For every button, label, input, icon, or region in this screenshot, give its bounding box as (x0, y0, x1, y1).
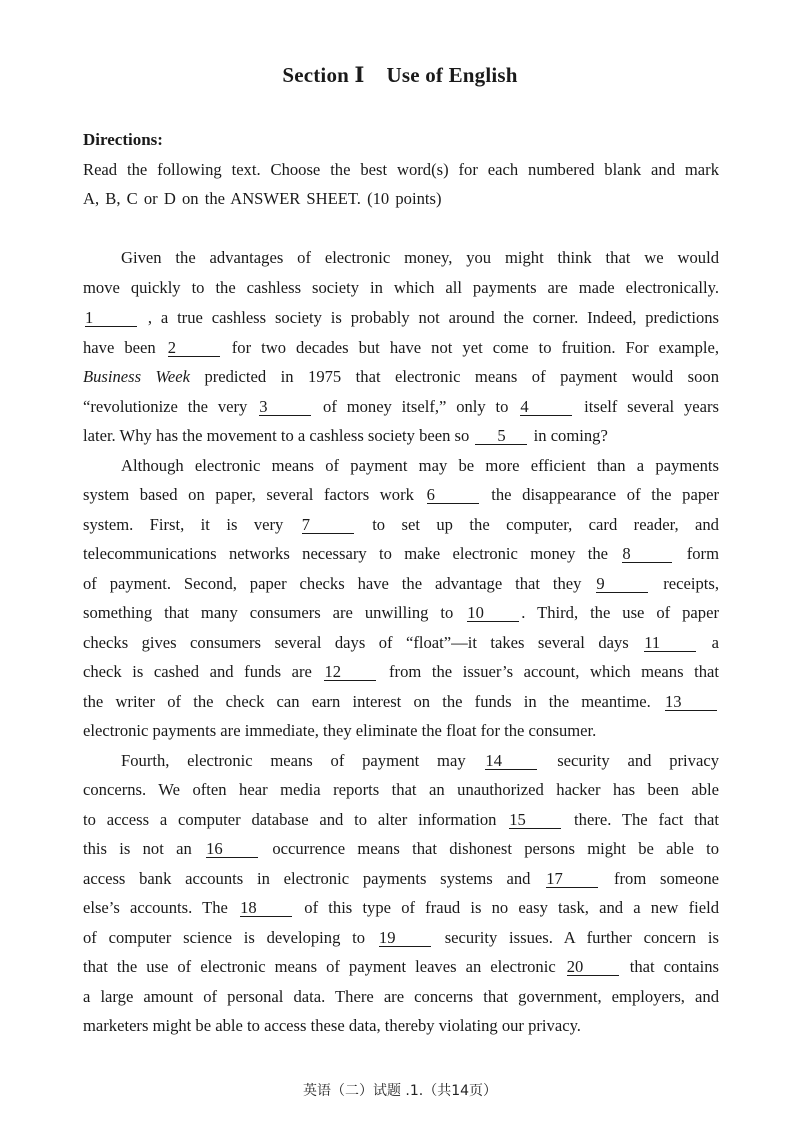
blank-11: 11 (644, 635, 696, 652)
passage-line: system based on paper, several factors work 6 the disappearance of the paper (83, 485, 720, 504)
blank-1: 1 (85, 310, 137, 327)
passage-line: “revolutionize the very 3 of money itself,” only to 4 itself several years (83, 397, 720, 416)
blank-17: 17 (546, 871, 598, 888)
passage-line: concerns. We often hear media reports that an unauthorized hacker has been able (83, 780, 719, 799)
passage-line: Fourth, electronic means of payment may 14 security and privacy (121, 751, 719, 770)
passage-line: check is cashed and funds are 12 from the issuer’s account, which means that (83, 662, 719, 681)
passage-line: move quickly to the cashless society in which all payments are made electronically. (83, 278, 719, 297)
passage-line: the writer of the check can earn interest on the funds in the meantime. 13 (83, 692, 719, 712)
blank-6: 6 (427, 487, 479, 504)
passage-line: to access a computer database and to alter information 15 there. The fact that (83, 810, 719, 829)
blank-20: 20 (567, 959, 619, 976)
directions-heading: Directions: (83, 130, 163, 149)
blank-18: 18 (240, 900, 292, 917)
passage-line: later. Why has the movement to a cashless society been so 5 in coming? (83, 426, 608, 445)
passage-line: that the use of electronic means of payment leaves an electronic 20 that contains (83, 957, 719, 976)
blank-15: 15 (509, 812, 561, 829)
blank-9: 9 (596, 576, 648, 593)
passage-line: electronic payments are immediate, they eliminate the float for the consumer. (83, 721, 597, 740)
directions-line: A, B, C or D on the ANSWER SHEET. (10 points) (83, 189, 442, 208)
passage-line: marketers might be able to access these data, thereby violating our privacy. (83, 1016, 581, 1035)
blank-19: 19 (379, 930, 431, 947)
passage-line: have been 2 for two decades but have not yet come to fruition. For example, (83, 338, 719, 357)
passage-line: 1 , a true cashless society is probably not around the corner. Indeed, predictions (85, 308, 719, 327)
passage-line: of computer science is developing to 19 security issues. A further concern is (83, 928, 719, 947)
blank-13: 13 (665, 694, 717, 711)
blank-8: 8 (622, 546, 672, 563)
passage-line: Business Week predicted in 1975 that electronic means of payment would soon (83, 367, 719, 386)
passage-line: Although electronic means of payment may be more efficient than a payments (121, 456, 719, 475)
blank-10: 10 (467, 605, 519, 622)
directions-line: Read the following text. Choose the best word(s) for each numbered blank and mark (83, 160, 719, 179)
passage-line: something that many consumers are unwilling to 10 . Third, the use of paper (83, 603, 719, 622)
passage-line: of payment. Second, paper checks have the advantage that they 9 receipts, (83, 574, 720, 593)
blank-5: 5 (475, 428, 527, 445)
section-title: Section Ⅰ Use of English (282, 63, 518, 87)
passage-line: system. First, it is very 7 to set up the computer, card reader, and (83, 515, 719, 534)
passage-line: a large amount of personal data. There are concerns that government, employers, and (83, 987, 719, 1006)
passage-line: Given the advantages of electronic money, you might think that we would (121, 248, 719, 267)
blank-12: 12 (324, 664, 376, 681)
blank-14: 14 (485, 753, 537, 770)
passage-line: access bank accounts in electronic payments systems and 17 from someone (83, 869, 719, 888)
blank-3: 3 (259, 399, 311, 416)
passage-line: checks gives consumers several days of “float”—it takes several days 11 a (83, 633, 719, 652)
passage-line: this is not an 16 occurrence means that dishonest persons might be able to (83, 839, 719, 858)
blank-7: 7 (302, 517, 354, 534)
blank-4: 4 (520, 399, 572, 416)
page-footer: 英语（二）试题 .1.（共14页） (302, 1083, 498, 1099)
blank-16: 16 (206, 841, 258, 858)
blank-2: 2 (168, 340, 220, 357)
passage-line: else’s accounts. The 18 of this type of fraud is no easy task, and a new field (83, 898, 719, 917)
publication-name: Business Week (83, 367, 190, 386)
passage-line: telecommunications networks necessary to make electronic money the 8 form (83, 544, 719, 563)
